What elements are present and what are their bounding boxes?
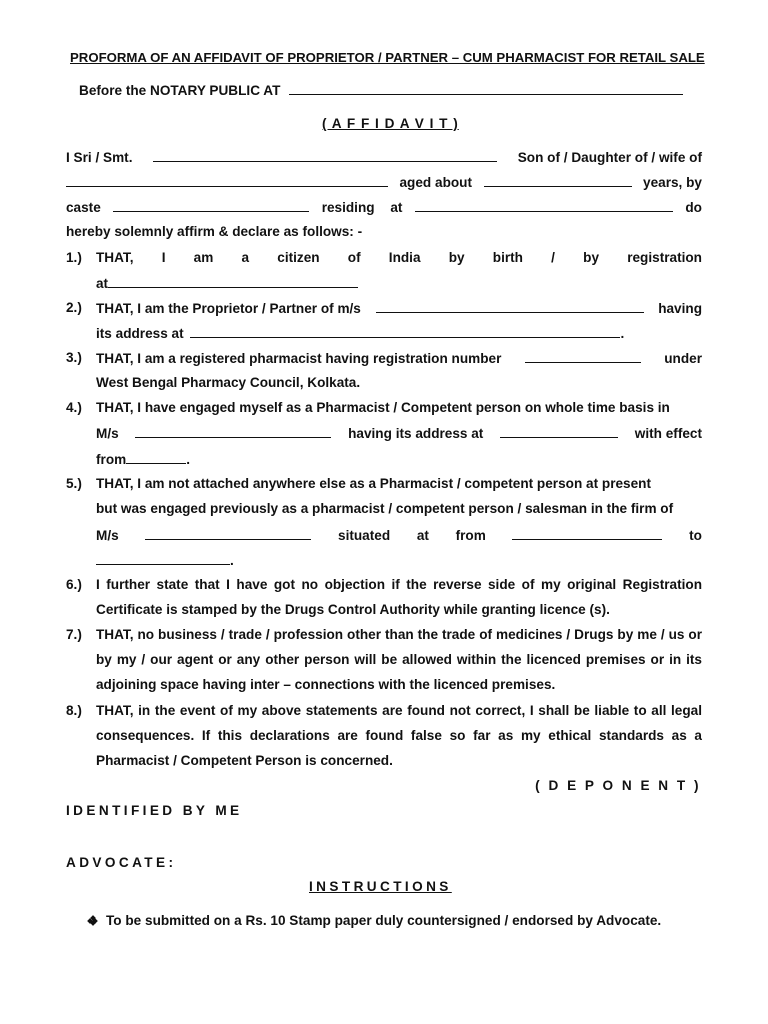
item-8-text: THAT, in the event of my above statements are found not correct, I shall be liable to all legal consequences. If this declarations are found false so far as my ethical standards as a Pharmacist / Competent Person is concerned. <box>96 703 702 769</box>
do-label: do <box>685 200 702 215</box>
item-3-line-2: West Bengal Pharmacy Council, Kolkata. <box>96 375 361 390</box>
intro-line-4: hereby solemnly affirm & declare as follows: - <box>66 224 363 239</box>
employer-firm-blank[interactable] <box>135 425 331 438</box>
word: by <box>448 250 465 265</box>
text: its address at <box>96 326 184 341</box>
item-1-line-1 <box>96 250 702 266</box>
word: a <box>241 250 250 265</box>
firm-name-blank[interactable] <box>376 300 644 313</box>
text: THAT, I am not attached anywhere else as a Pharmacist / competent person at present <box>96 476 651 491</box>
item-number: 3.) <box>66 350 82 365</box>
text: THAT, I am a registered pharmacist having registration number <box>96 351 502 366</box>
text: from <box>96 452 127 467</box>
word: birth <box>492 250 523 265</box>
item-5-line-1 <box>96 476 702 492</box>
text: THAT, I am the Proprietor / Partner of m/s <box>96 301 361 316</box>
word: am <box>193 250 214 265</box>
text: having its address at <box>348 426 484 441</box>
word: citizen <box>277 250 320 265</box>
affidavit-heading: ( A F F I D A V I T ) <box>322 116 459 131</box>
word: I <box>161 250 166 265</box>
instruction-item <box>88 913 661 929</box>
name-label: I Sri / Smt. <box>66 150 133 165</box>
text: having <box>658 301 702 316</box>
firm-address-blank[interactable] <box>190 325 620 338</box>
word: by <box>583 250 600 265</box>
word: / <box>551 250 555 265</box>
item-7-text: THAT, no business / trade / profession other than the trade of medicines / Drugs by me / us or by my / our agent or any other person will be allowed within the licenced premises or in its adjoining space having inter – connections with the licenced premises. <box>96 627 702 693</box>
intro-line-3 <box>66 199 702 216</box>
notary-place-blank[interactable] <box>289 82 683 95</box>
previous-firm-blank[interactable] <box>145 527 311 540</box>
text: from <box>455 528 486 543</box>
item-number: 6.) <box>66 577 82 592</box>
age-blank[interactable] <box>484 174 632 187</box>
item-1-line-2 <box>96 275 358 292</box>
diamond-bullet-icon <box>88 916 97 925</box>
item-number: 4.) <box>66 400 82 415</box>
item-2-line-1 <box>96 300 702 317</box>
residing-label: residing at <box>321 200 403 215</box>
item-number: 5.) <box>66 476 82 491</box>
effect-date-blank[interactable] <box>126 451 186 464</box>
previous-to-date-blank[interactable] <box>96 552 230 565</box>
word: India <box>388 250 421 265</box>
text: with effect <box>634 426 702 441</box>
years-label: years, by <box>643 175 702 190</box>
text: but was engaged previously as a pharmacist / competent person / salesman in the firm of <box>96 501 674 516</box>
at-label: at <box>96 276 109 291</box>
notary-line <box>79 82 683 99</box>
item-number: 2.) <box>66 300 82 315</box>
instructions-heading: INSTRUCTIONS <box>309 879 452 894</box>
item-number: 8.) <box>66 703 82 718</box>
residence-blank[interactable] <box>415 199 673 212</box>
item-5-line-3 <box>96 527 702 544</box>
relation-name-blank[interactable] <box>66 174 388 187</box>
text: . <box>620 326 625 341</box>
text: situated <box>338 528 391 543</box>
item-5-line-4 <box>96 552 234 569</box>
item-3-line-1 <box>96 350 702 367</box>
caste-label: caste <box>66 200 101 215</box>
notary-label: Before the NOTARY PUBLIC AT <box>79 83 281 98</box>
item-6-text: I further state that I have got no objection if the reverse side of my original Registration Certificate is stamped by the Drugs Control Authority while granting licence (s). <box>96 577 702 618</box>
name-blank[interactable] <box>153 149 497 162</box>
deponent-label: ( D E P O N E N T ) <box>535 778 701 793</box>
item-5-line-2 <box>96 501 702 517</box>
item-4-line-3 <box>96 451 190 468</box>
item-4-line-1 <box>96 400 702 416</box>
word: THAT, <box>96 250 134 265</box>
text: under <box>664 351 702 366</box>
text: . <box>186 452 190 467</box>
identified-by-label: IDENTIFIED BY ME <box>66 803 243 818</box>
word: of <box>347 250 361 265</box>
relation-label: Son of / Daughter of / wife of <box>517 150 702 165</box>
item-number: 7.) <box>66 627 82 642</box>
text: THAT, I have engaged myself as a Pharmacist / Competent person on whole time basis in <box>96 400 670 415</box>
registration-number-blank[interactable] <box>525 350 641 363</box>
caste-blank[interactable] <box>113 199 309 212</box>
text: at <box>416 528 429 543</box>
item-number: 1.) <box>66 250 82 265</box>
item-2-line-2 <box>96 325 624 342</box>
text: . <box>230 553 234 568</box>
document-title: PROFORMA OF AN AFFIDAVIT OF PROPRIETOR / PARTNER – CUM PHARMACIST FOR RETAIL SALE <box>70 50 705 65</box>
text: M/s <box>96 528 119 543</box>
registration-place-blank[interactable] <box>108 275 358 288</box>
item-4-line-2 <box>96 425 702 442</box>
instruction-text: To be submitted on a Rs. 10 Stamp paper duly countersigned / endorsed by Advocate. <box>106 913 662 928</box>
text: to <box>689 528 702 543</box>
age-label: aged about <box>399 175 473 190</box>
previous-from-date-blank[interactable] <box>512 527 662 540</box>
intro-line-1 <box>66 149 702 166</box>
intro-line-2 <box>66 174 702 191</box>
text: M/s <box>96 426 119 441</box>
advocate-label: ADVOCATE: <box>66 855 177 870</box>
employer-address-blank[interactable] <box>500 425 618 438</box>
word: registration <box>627 250 702 265</box>
